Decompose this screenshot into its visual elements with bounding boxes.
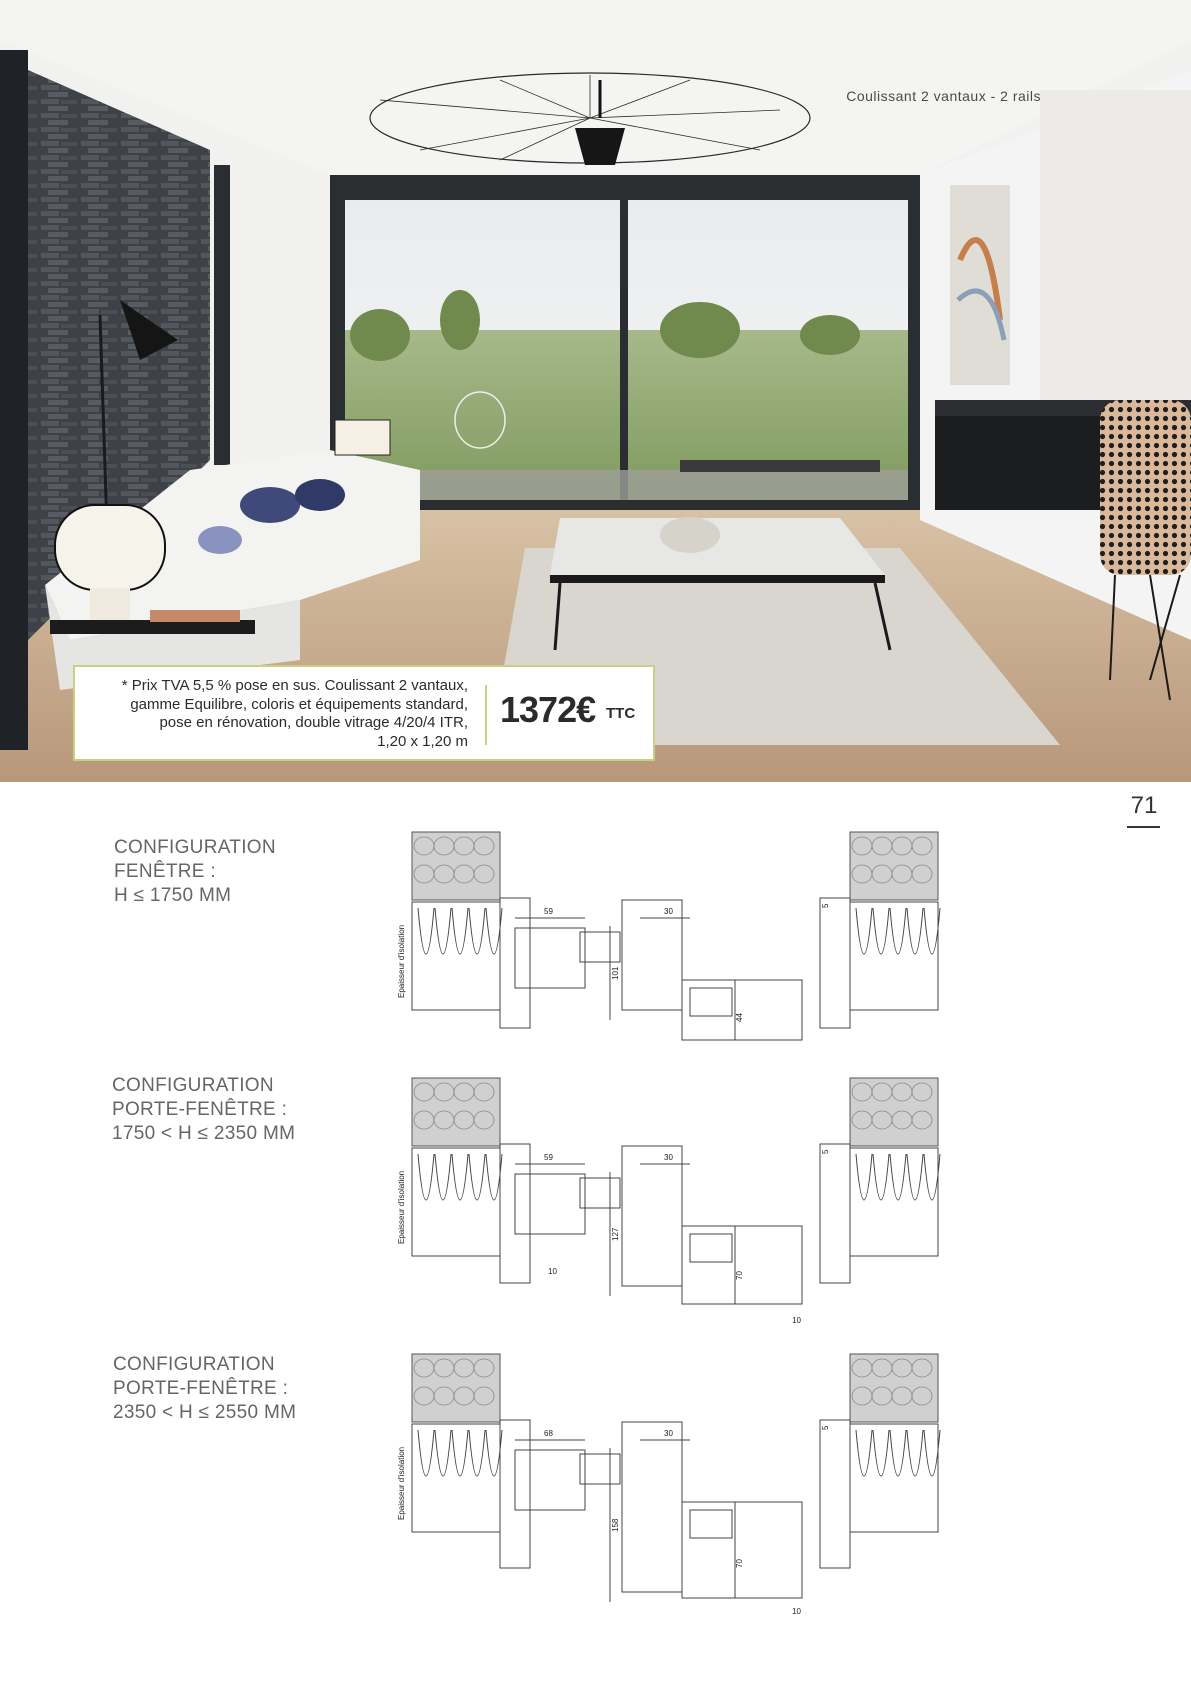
insulation-wave xyxy=(418,1430,434,1476)
insulation-wave xyxy=(435,1430,451,1476)
dimension-label-vertical-left: 158 xyxy=(611,1518,620,1532)
dimension-label-vertical-left: 101 xyxy=(611,966,620,980)
insulation-wave xyxy=(469,908,485,954)
dimension-label-top-right: 30 xyxy=(664,1153,673,1162)
dimension-label-small-right: 10 xyxy=(792,1316,801,1325)
configuration-1-title: CONFIGURATION xyxy=(114,837,276,858)
interior-photo xyxy=(0,0,1191,782)
price-suffix: TTC xyxy=(606,705,636,722)
configuration-3-label xyxy=(113,1353,296,1425)
insulation-wave xyxy=(890,1430,906,1476)
price-box xyxy=(73,665,655,761)
dimension-label-vertical-left: 127 xyxy=(611,1227,620,1241)
dimension-label-offset: 5 xyxy=(821,1425,830,1430)
insulation-wave xyxy=(452,1430,468,1476)
configuration-3-title: CONFIGURATION xyxy=(113,1354,275,1375)
center-profile-lower xyxy=(682,1226,802,1304)
center-profile-upper xyxy=(622,900,682,1010)
dimension-label-vertical-right: 70 xyxy=(735,1271,744,1280)
dimension-label-top-left: 59 xyxy=(544,907,553,916)
insulation-wave xyxy=(418,1154,434,1200)
configuration-1-range: H ≤ 1750 MM xyxy=(114,885,232,906)
insulation-wave xyxy=(907,908,923,954)
masonry-block xyxy=(412,1354,500,1422)
configuration-3-type: PORTE-FENÊTRE : xyxy=(113,1378,289,1399)
center-profile-upper xyxy=(622,1146,682,1286)
dimension-label-top-left: 59 xyxy=(544,1153,553,1162)
left-sash xyxy=(515,928,585,988)
masonry-block xyxy=(850,1354,938,1422)
left-sash xyxy=(515,1450,585,1510)
insulation-wave xyxy=(469,1430,485,1476)
glazing-bead-left xyxy=(580,932,620,962)
price-note: * Prix TVA 5,5 % pose en sus. Coulissant 2 vantaux, gamme Equilibre, coloris et équipements standard, pose en rénovation, double vitrage 4/20/4 ITR, 1,20 x 1,20 m xyxy=(121,677,468,750)
insulation-wave xyxy=(435,1154,451,1200)
dimension-label-top-right: 30 xyxy=(664,907,673,916)
configuration-2-type: PORTE-FENÊTRE : xyxy=(112,1099,288,1120)
configuration-2-title: CONFIGURATION xyxy=(112,1075,274,1096)
glazing-bead-left xyxy=(580,1178,620,1208)
insulation-wave xyxy=(856,1154,872,1200)
configuration-1-type: FENÊTRE : xyxy=(114,861,216,882)
glazing-bead-right xyxy=(690,1234,732,1262)
configuration-2-range: 1750 < H ≤ 2350 MM xyxy=(112,1123,296,1144)
configuration-2-label xyxy=(112,1074,295,1146)
page-number: 71 xyxy=(1130,792,1158,819)
insulation-wave xyxy=(452,1154,468,1200)
glazing-bead-right xyxy=(690,1510,732,1538)
center-profile-lower xyxy=(682,1502,802,1598)
insulation-wave xyxy=(469,1154,485,1200)
dimension-label-vertical-right: 70 xyxy=(735,1559,744,1568)
dimension-label-small-right: 10 xyxy=(792,1607,801,1616)
insulation-thickness-label: Epaisseur d'isolation xyxy=(397,1170,406,1244)
dimension-label-vertical-right: 44 xyxy=(735,1013,744,1022)
insulation-wave xyxy=(418,908,434,954)
insulation-thickness-label: Epaisseur d'isolation xyxy=(397,1446,406,1520)
insulation-wave xyxy=(890,908,906,954)
insulation-wave xyxy=(856,908,872,954)
photo-caption: Coulissant 2 vantaux - 2 rails xyxy=(846,88,1041,104)
dimension-label-small-left: 10 xyxy=(548,1267,557,1276)
price-value: 1372€ xyxy=(500,689,596,730)
insulation-thickness-label: Epaisseur d'isolation xyxy=(397,924,406,998)
right-frame xyxy=(820,1144,850,1283)
left-sash xyxy=(515,1174,585,1234)
masonry-block xyxy=(412,1078,500,1146)
section-drawing-2 xyxy=(390,1076,940,1325)
insulation-wave xyxy=(873,908,889,954)
configuration-1-label xyxy=(114,836,276,908)
insulation-wave xyxy=(435,908,451,954)
page-number-underline xyxy=(1127,826,1160,828)
insulation-wave xyxy=(856,1430,872,1476)
glazing-bead-right xyxy=(690,988,732,1016)
insulation-wave xyxy=(452,908,468,954)
price-divider xyxy=(485,685,487,745)
glazing-bead-left xyxy=(580,1454,620,1484)
masonry-block xyxy=(850,1078,938,1146)
dimension-label-offset: 5 xyxy=(821,1149,830,1154)
insulation-wave xyxy=(873,1154,889,1200)
masonry-block xyxy=(412,832,500,900)
right-frame xyxy=(820,898,850,1028)
insulation-wave xyxy=(907,1430,923,1476)
dimension-label-top-right: 30 xyxy=(664,1429,673,1438)
dimension-label-offset: 5 xyxy=(821,903,830,908)
configuration-3-range: 2350 < H ≤ 2550 MM xyxy=(113,1402,297,1423)
center-profile-upper xyxy=(622,1422,682,1592)
insulation-wave xyxy=(873,1430,889,1476)
insulation-wave xyxy=(907,1154,923,1200)
section-drawing-3 xyxy=(390,1352,940,1622)
center-profile-lower xyxy=(682,980,802,1040)
masonry-block xyxy=(850,832,938,900)
right-frame xyxy=(820,1420,850,1568)
dimension-label-top-left: 68 xyxy=(544,1429,553,1438)
insulation-wave xyxy=(890,1154,906,1200)
section-drawing-1 xyxy=(390,830,940,1030)
